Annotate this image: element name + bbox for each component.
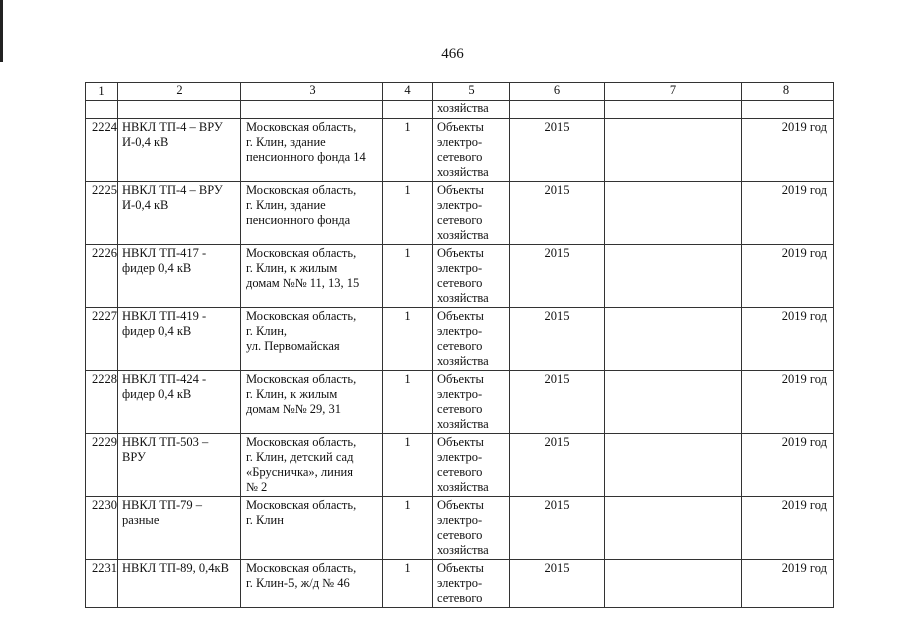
page-number: 466 <box>441 46 464 62</box>
cell-address: 3 <box>241 83 383 101</box>
cell-category: Объекты электро- сетевого хозяйства <box>433 434 510 497</box>
cell-deadline: 2019 год <box>742 371 834 434</box>
cell-category: 5 <box>433 83 510 101</box>
cell-quantity: 1 <box>383 308 433 371</box>
cell-category: Объекты электро- сетевого хозяйства <box>433 371 510 434</box>
cell-year: 2015 <box>510 245 605 308</box>
cell-deadline: 8 <box>742 83 834 101</box>
cell-object-name: НВКЛ ТП-417 - фидер 0,4 кВ <box>118 245 241 308</box>
cell-year: 2015 <box>510 182 605 245</box>
cell-deadline <box>742 101 834 119</box>
cell-year: 2015 <box>510 371 605 434</box>
cell-row-number <box>86 101 118 119</box>
cell-notes <box>605 308 742 371</box>
cell-quantity: 1 <box>383 119 433 182</box>
cell-notes <box>605 245 742 308</box>
cell-category: Объекты электро- сетевого хозяйства <box>433 182 510 245</box>
table-row <box>86 371 834 434</box>
cell-address: Московская область, г. Клин <box>241 497 383 560</box>
cell-row-number: 2226 <box>86 245 118 308</box>
cell-object-name: НВКЛ ТП-4 – ВРУ И-0,4 кВ <box>118 119 241 182</box>
cell-row-number: 2228 <box>86 371 118 434</box>
cell-notes <box>605 560 742 608</box>
cell-address: Московская область, г. Клин, к жилым домам №№ 11, 13, 15 <box>241 245 383 308</box>
cell-row-number: 2229 <box>86 434 118 497</box>
cell-notes <box>605 119 742 182</box>
cell-category: Объекты электро- сетевого <box>433 560 510 608</box>
cell-notes: 7 <box>605 83 742 101</box>
cell-address: Московская область, г. Клин, ул. Первомайская <box>241 308 383 371</box>
cell-quantity <box>383 101 433 119</box>
cell-category: хозяйства <box>433 101 510 119</box>
cell-category: Объекты электро- сетевого хозяйства <box>433 245 510 308</box>
table-header-row <box>86 83 834 101</box>
cell-notes <box>605 101 742 119</box>
cell-address: Московская область, г. Клин, здание пенсионного фонда <box>241 182 383 245</box>
cell-year: 6 <box>510 83 605 101</box>
cell-quantity: 1 <box>383 371 433 434</box>
cell-address: Московская область, г. Клин, здание пенсионного фонда 14 <box>241 119 383 182</box>
cell-quantity: 1 <box>383 245 433 308</box>
cell-quantity: 1 <box>383 497 433 560</box>
table-continuation-row <box>86 101 834 119</box>
table-row <box>86 434 834 497</box>
cell-object-name: 2 <box>118 83 241 101</box>
table-row <box>86 182 834 245</box>
cell-category: Объекты электро- сетевого хозяйства <box>433 308 510 371</box>
cell-deadline: 2019 год <box>742 245 834 308</box>
cell-row-number: 2225 <box>86 182 118 245</box>
cell-notes <box>605 371 742 434</box>
cell-quantity: 1 <box>383 182 433 245</box>
cell-row-number: 2224 <box>86 119 118 182</box>
cell-year: 2015 <box>510 434 605 497</box>
cell-deadline: 2019 год <box>742 308 834 371</box>
cell-object-name: НВКЛ ТП-503 – ВРУ <box>118 434 241 497</box>
cell-row-number: 1 <box>86 83 118 101</box>
cell-quantity: 4 <box>383 83 433 101</box>
cell-notes <box>605 497 742 560</box>
cell-object-name: НВКЛ ТП-424 - фидер 0,4 кВ <box>118 371 241 434</box>
cell-deadline: 2019 год <box>742 119 834 182</box>
cell-deadline: 2019 год <box>742 182 834 245</box>
table-row <box>86 308 834 371</box>
cell-row-number: 2227 <box>86 308 118 371</box>
table-row <box>86 560 834 608</box>
cell-year: 2015 <box>510 308 605 371</box>
cell-notes <box>605 182 742 245</box>
table-row <box>86 119 834 182</box>
cell-deadline: 2019 год <box>742 497 834 560</box>
cell-row-number: 2230 <box>86 497 118 560</box>
cell-quantity: 1 <box>383 560 433 608</box>
registry-table <box>85 82 834 608</box>
cell-row-number: 2231 <box>86 560 118 608</box>
cell-category: Объекты электро- сетевого хозяйства <box>433 119 510 182</box>
cell-object-name <box>118 101 241 119</box>
cell-address: Московская область, г. Клин-5, ж/д № 46 <box>241 560 383 608</box>
cell-object-name: НВКЛ ТП-419 - фидер 0,4 кВ <box>118 308 241 371</box>
cell-object-name: НВКЛ ТП-89, 0,4кВ <box>118 560 241 608</box>
cell-address <box>241 101 383 119</box>
cell-notes <box>605 434 742 497</box>
cell-deadline: 2019 год <box>742 434 834 497</box>
cell-object-name: НВКЛ ТП-4 – ВРУ И-0,4 кВ <box>118 182 241 245</box>
cell-address: Московская область, г. Клин, к жилым домам №№ 29, 31 <box>241 371 383 434</box>
cell-quantity: 1 <box>383 434 433 497</box>
cell-deadline: 2019 год <box>742 560 834 608</box>
cell-year <box>510 101 605 119</box>
table-row <box>86 497 834 560</box>
cell-year: 2015 <box>510 497 605 560</box>
table-row <box>86 245 834 308</box>
cell-category: Объекты электро- сетевого хозяйства <box>433 497 510 560</box>
cell-address: Московская область, г. Клин, детский сад «Брусничка», линия № 2 <box>241 434 383 497</box>
cell-year: 2015 <box>510 560 605 608</box>
cell-year: 2015 <box>510 119 605 182</box>
cell-object-name: НВКЛ ТП-79 – разные <box>118 497 241 560</box>
